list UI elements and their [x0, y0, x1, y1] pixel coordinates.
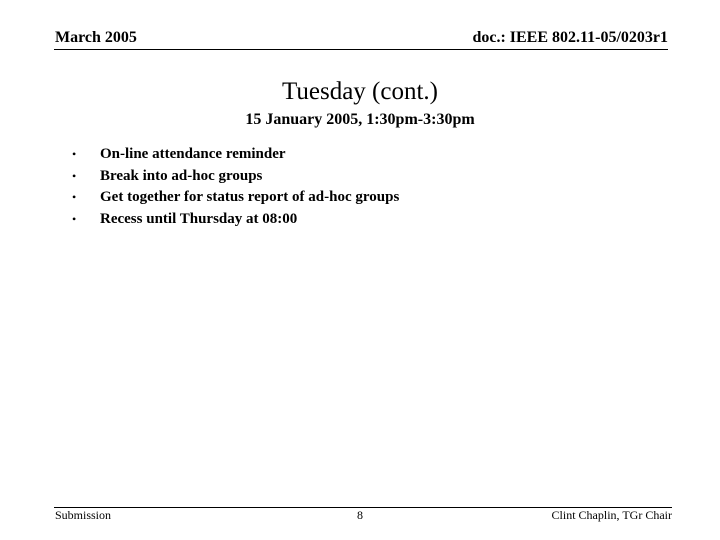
bullet-icon: • — [72, 190, 77, 204]
header-divider — [54, 49, 668, 50]
bullet-item — [72, 211, 399, 233]
bullet-text: Recess until Thursday at 08:00 — [100, 210, 298, 227]
bullet-icon: • — [72, 168, 77, 183]
bullet-icon: • — [72, 147, 77, 161]
bullet-text: Get together for status report of ad-hoc groups — [100, 189, 400, 205]
bullet-item — [72, 146, 399, 168]
bullet-item — [72, 168, 399, 190]
bullet-text: Break into ad-hoc groups — [100, 167, 263, 184]
footer-submission: Submission — [55, 508, 112, 522]
header-date: March 2005 — [55, 29, 137, 46]
bullet-list — [72, 146, 399, 232]
footer-author: Clint Chaplin, TGr Chair — [551, 508, 672, 522]
bullet-text: On-line attendance reminder — [100, 146, 286, 162]
page-number: 8 — [357, 508, 363, 522]
bullet-icon: • — [72, 211, 77, 226]
slide-subtitle: 15 January 2005, 1:30pm-3:30pm — [245, 111, 475, 128]
slide-title: Tuesday (cont.) — [281, 78, 438, 105]
header-document-id: doc.: IEEE 802.11-05/0203r1 — [472, 29, 668, 46]
bullet-item — [72, 189, 399, 211]
